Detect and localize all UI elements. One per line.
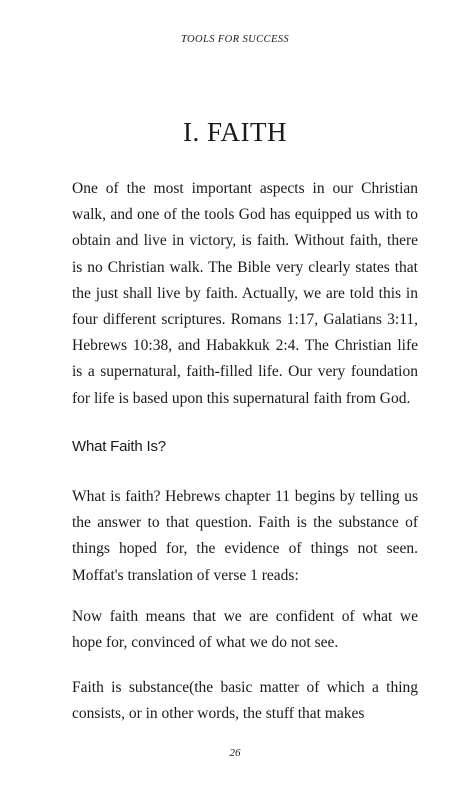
page-number: 26 <box>229 747 241 759</box>
paragraph-what-is-faith: What is faith? Hebrews chapter 11 begins by telling us the answer to that question. Faith is the substance of things hoped for, the evidence of things not seen. Moffat's translation of verse 1 reads: <box>72 488 418 584</box>
paragraph-moffat-quote: Now faith means that we are confident of what we hope for, convinced of what we do not see. <box>72 608 418 652</box>
section-heading: What Faith Is? <box>72 438 166 455</box>
paragraph-intro: One of the most important aspects in our Christian walk, and one of the tools God has equipped us with to obtain and live in victory, is faith. Without faith, there is no Christian walk. The Bible very clearly states that the just shall live by faith. Actually, we are told this in four different scriptures. Romans 1:17, Galatians 3:11, Hebrews 10:38, and Habakkuk 2:4. The Christian life is a supernatural, faith-filled life. Our very foundation for life is based upon this supernatural faith from God. <box>72 180 418 407</box>
paragraph-substance: Faith is substance(the basic matter of which a thing consists, or in other words, the stuff that makes <box>72 679 418 723</box>
running-header: TOOLS FOR SUCCESS <box>180 34 290 45</box>
chapter-title: I. FAITH <box>183 117 287 147</box>
